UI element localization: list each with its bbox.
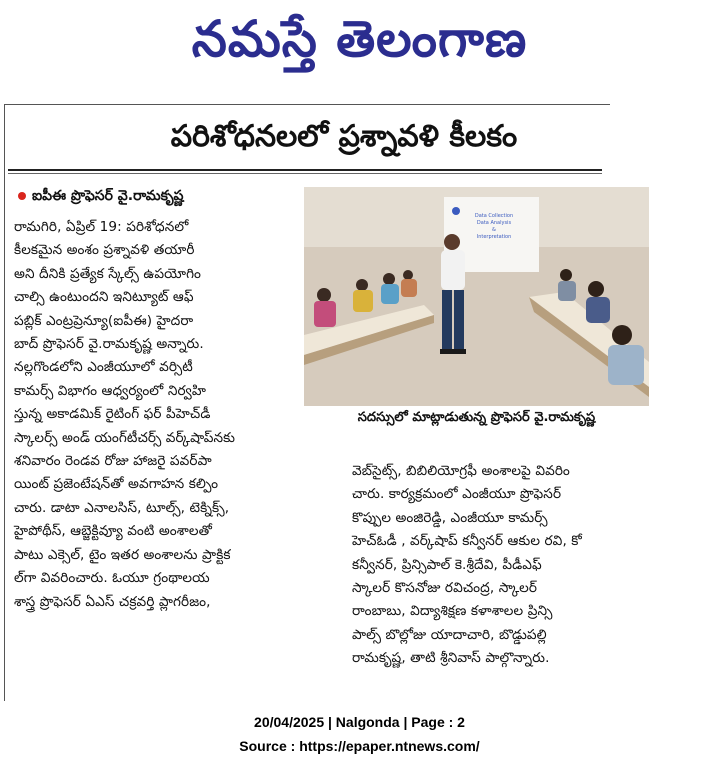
article-line: హైపోథీస్, ఆబ్జెక్టివ్యూ వంటి అంశాలతో bbox=[14, 523, 212, 540]
article-line: శాస్త్ర ప్రొఫెసర్ ఏఎస్ చక్రవర్తి ప్లాగరీజం, bbox=[14, 593, 211, 610]
headline-rule-thin bbox=[8, 173, 602, 174]
article-line: బాద్ ప్రొఫెసర్ వై.రామకృష్ణ అన్నారు. bbox=[14, 336, 204, 353]
masthead bbox=[0, 0, 719, 100]
article-line: స్తున్న అకాడమిక్ రైటింగ్ ఫర్ పీహెచ్‌డీ bbox=[14, 406, 211, 423]
article-line: చారు. కార్యక్రమంలో ఎంజీయూ ప్రొఫెసర్ bbox=[352, 486, 562, 503]
headline-rule bbox=[8, 169, 602, 171]
article-line: కామర్స్ విభాగం ఆధ్వర్యంలో నిర్వహి bbox=[14, 382, 206, 399]
bullet-icon bbox=[18, 192, 26, 200]
article-line: యింట్ ప్రజెంటేషన్‌తో అవగాహన కల్పిం bbox=[14, 476, 219, 493]
slide-line-3: & bbox=[492, 227, 496, 233]
article-line: పబ్లిక్ ఎంట్రప్రెన్యూ(ఐపీఈ) హైదరా bbox=[14, 312, 194, 329]
article-line: స్కాలర్స్ అండ్ యంగ్‌టీచర్స్ వర్క్‌షాప్‌నకు bbox=[14, 429, 236, 446]
slide-line-1: Data Collection bbox=[474, 213, 514, 219]
article-line: హెచ్‌ఓడీ , వర్క్‌షాప్ కన్వీనర్ ఆకుల రవి, కో bbox=[352, 533, 582, 550]
article-line: శనివారం రెండవ రోజు హాజరై పవర్‌పా bbox=[14, 453, 212, 470]
article-byline bbox=[18, 186, 183, 206]
slide-line-2: Data Analysis bbox=[476, 220, 512, 226]
article-headline: పరిశోధనలలో ప్రశ్నావళి కీలకం bbox=[170, 119, 518, 154]
article-line: కొప్పుల అంజిరెడ్డి, ఎంజీయూ కామర్స్ bbox=[352, 509, 548, 526]
byline-text: ఐపీఈ ప్రొఫెసర్ వై.రామకృష్ణ bbox=[32, 188, 184, 204]
article-line: చారు. డాటా ఎనాలసిస్, టూల్స్, టెక్నిక్స్, bbox=[14, 499, 230, 516]
article-line: కన్వీనర్, ప్రిన్సిపాల్ కె.శ్రీదేవి, పీడీఎఫ్ bbox=[352, 556, 542, 573]
article-line: పాటు ఎక్సెల్, టైం ఇతర అంశాలను ప్రాక్టిక bbox=[14, 546, 231, 563]
masthead-logo: నమస్తే తెలంగాణ bbox=[191, 10, 528, 68]
article-line: రామకృష్ణ, తాటి శ్రీనివాస్ పాల్గొన్నారు. bbox=[352, 650, 550, 667]
article-line: వెబ్‌సైట్స్, బిబిలియోగ్రఫీ అంశాలపై వివరిం bbox=[352, 463, 570, 479]
article-line: పాల్స్ బొల్లోజు యాదాచారి, బొడ్డుపల్లి bbox=[352, 626, 547, 643]
photo-caption: సదస్సులో మాట్లాడుతున్న ప్రొఫెసర్ వై.రామకృష్ణ bbox=[357, 410, 596, 425]
article-line: చాల్సి ఉంటుందని ఇనిట్యూట్ ఆఫ్ bbox=[14, 289, 194, 306]
article-line: నల్లగొండలోని ఎంజీయూలో వర్సిటీ bbox=[14, 359, 193, 376]
slide-line-4: Interpretation bbox=[476, 234, 512, 240]
article-line: స్కాలర్ కొసనోజు రవిచంద్ర, స్కాలర్ bbox=[352, 580, 537, 597]
article-line: అని దీనికి ప్రత్యేక స్కేల్స్ ఉపయోగిం bbox=[14, 265, 201, 282]
footer-date-line: 20/04/2025 | Nalgonda | Page : 2 bbox=[254, 714, 465, 730]
article-line: ల్‌గా వివరించారు. ఓయూ గ్రంథాలయ bbox=[14, 570, 210, 587]
article-line: కీలకమైన అంశం ప్రశ్నావళి తయారీ bbox=[14, 242, 195, 259]
article-line: రామగిరి, ఏప్రిల్ 19: పరిశోధనలో bbox=[14, 219, 189, 235]
article-photo bbox=[304, 187, 649, 406]
article-line: రాంబాబు, విద్యాశిక్షణ కళాశాలల ప్రిన్సి bbox=[352, 603, 553, 620]
article-column-left bbox=[14, 216, 304, 614]
footer-source-line: Source : https://epaper.ntnews.com/ bbox=[239, 738, 480, 754]
article-column-right bbox=[352, 460, 642, 671]
